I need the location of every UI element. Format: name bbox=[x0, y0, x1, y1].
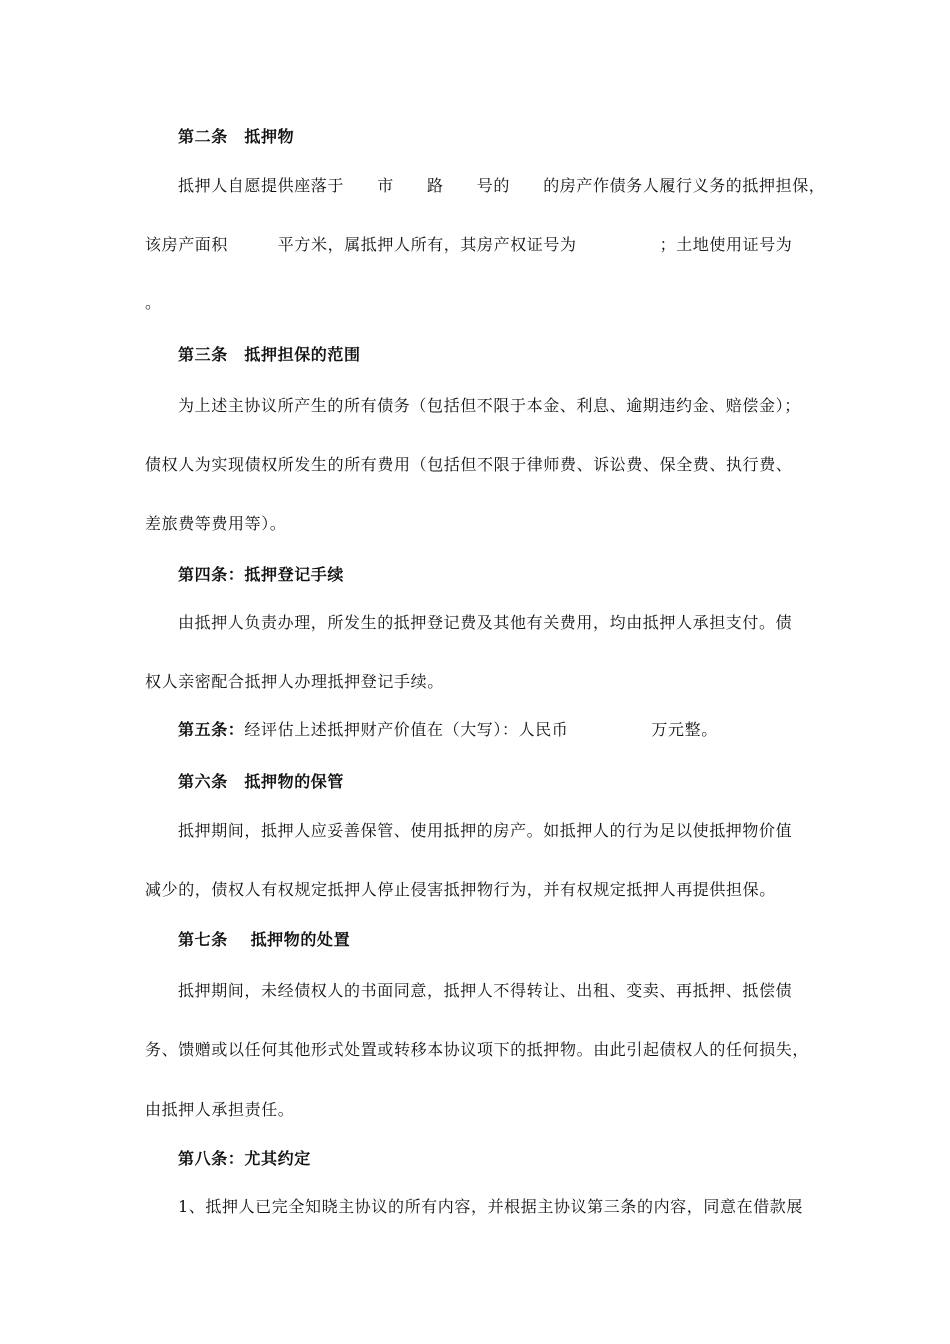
article-5-text: 经评估上述抵押财产价值在（大写）：人民币 万元整。 bbox=[244, 720, 718, 739]
article-7-line-2: 务、馈赠或以任何其他形式处置或转移本协议项下的抵押物。由此引起债权人的任何损失， bbox=[145, 1040, 810, 1059]
article-6-line-2: 减少的，债权人有权规定抵押人停止侵害抵押物行为，并有权规定抵押人再提供担保。 bbox=[145, 880, 776, 899]
article-3-heading: 第三条 抵押担保的范围 bbox=[178, 345, 361, 364]
article-6-line-1: 抵押期间，抵押人应妥善保管、使用抵押的房产。如抵押人的行为足以使抵押物价值 bbox=[178, 821, 793, 840]
article-5-heading: 第五条： bbox=[178, 720, 245, 739]
article-2-line-1: 抵押人自愿提供座落于 市 路 号的 的房产作债务人履行义务的抵押担保， bbox=[178, 176, 826, 195]
article-5-line bbox=[178, 720, 718, 740]
article-3-line-1: 为上述主协议所产生的所有债务（包括但不限于本金、利息、逾期违约金、赔偿金）； bbox=[178, 396, 801, 415]
article-8-line-1: 1、抵押人已完全知晓主协议的所有内容，并根据主协议第三条的内容，同意在借款展 bbox=[178, 1197, 803, 1216]
article-3-line-3: 差旅费等费用等）。 bbox=[145, 514, 287, 533]
article-7-heading: 第七条 抵押物的处置 bbox=[178, 930, 351, 949]
article-8-heading: 第八条：尤其约定 bbox=[178, 1149, 311, 1168]
article-2-line-2: 该房产面积 平方米，属抵押人所有，其房产权证号为 ；土地使用证号为 bbox=[145, 235, 793, 254]
article-6-heading: 第六条 抵押物的保管 bbox=[178, 772, 345, 791]
article-3-line-2: 债权人为实现债权所发生的所有费用（包括但不限于律师费、诉讼费、保全费、执行费、 bbox=[145, 455, 793, 474]
article-2-heading: 第二条 抵押物 bbox=[178, 127, 295, 146]
article-4-line-2: 权人亲密配合抵押人办理抵押登记手续。 bbox=[145, 672, 444, 691]
article-7-line-3: 由抵押人承担责任。 bbox=[145, 1100, 295, 1119]
article-4-line-1: 由抵押人负责办理，所发生的抵押登记费及其他有关费用，均由抵押人承担支付。债 bbox=[178, 613, 793, 632]
article-2-line-3: 。 bbox=[145, 293, 162, 312]
article-7-line-1: 抵押期间，未经债权人的书面同意，抵押人不得转让、出租、变卖、再抵押、抵偿债 bbox=[178, 981, 793, 1000]
article-4-heading: 第四条：抵押登记手续 bbox=[178, 565, 345, 584]
